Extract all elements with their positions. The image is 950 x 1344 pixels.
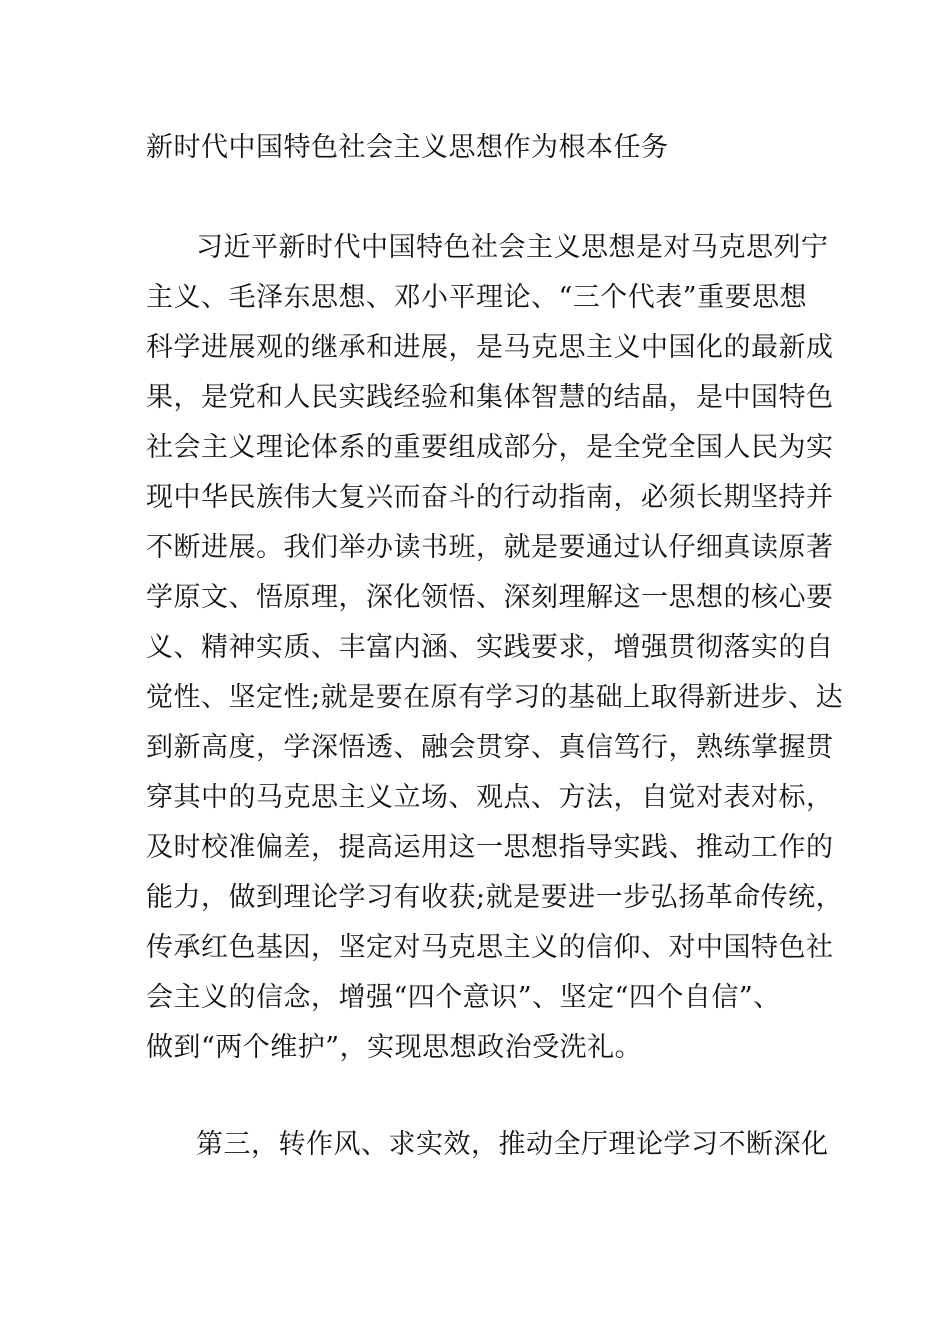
paragraph-line: 义、精神实质、丰富内涵、实践要求，增强贯彻落实的自 — [146, 632, 834, 663]
paragraph-line: 科学进展观的继承和进展，是马克思主义中国化的最新成 — [146, 332, 834, 363]
paragraph-line: 及时校准偏差，提高运用这一思想指导实践、推动工作的 — [146, 832, 834, 863]
heading-line: 新时代中国特色社会主义思想作为根本任务 — [146, 132, 669, 163]
paragraph-line: 会主义的信念，增强“四个意识”、坚定“四个自信”、 — [146, 982, 781, 1013]
paragraph-line: 不断进展。我们举办读书班，就是要通过认仔细真读原著 — [146, 532, 834, 563]
section-heading-line: 第三，转作风、求实效，推动全厅理论学习不断深化 — [196, 1129, 829, 1160]
paragraph-line: 觉性、坚定性;就是要在原有学习的基础上取得新进步、达 — [146, 682, 844, 713]
paragraph-line: 主义、毛泽东思想、邓小平理论、“三个代表”重要思想 — [146, 282, 808, 313]
paragraph-line: 果，是党和人民实践经验和集体智慧的结晶，是中国特色 — [146, 382, 834, 413]
paragraph-line: 社会主义理论体系的重要组成部分，是全党全国人民为实 — [146, 432, 834, 463]
paragraph-line: 学原文、悟原理，深化领悟、深刻理解这一思想的核心要 — [146, 582, 834, 613]
paragraph-line: 能力，做到理论学习有收获;就是要进一步弘扬革命传统， — [146, 882, 844, 913]
paragraph-line: 习近平新时代中国特色社会主义思想是对马克思列宁 — [196, 232, 829, 263]
paragraph-line: 穿其中的马克思主义立场、观点、方法，自觉对表对标， — [146, 782, 834, 813]
paragraph-line: 传承红色基因，坚定对马克思主义的信仰、对中国特色社 — [146, 932, 834, 963]
paragraph-line: 到新高度，学深悟透、融会贯穿、真信笃行，熟练掌握贯 — [146, 732, 834, 763]
paragraph-line: 做到“两个维护”，实现思想政治受洗礼。 — [146, 1032, 643, 1063]
paragraph-line: 现中华民族伟大复兴而奋斗的行动指南，必须长期坚持并 — [146, 482, 834, 513]
